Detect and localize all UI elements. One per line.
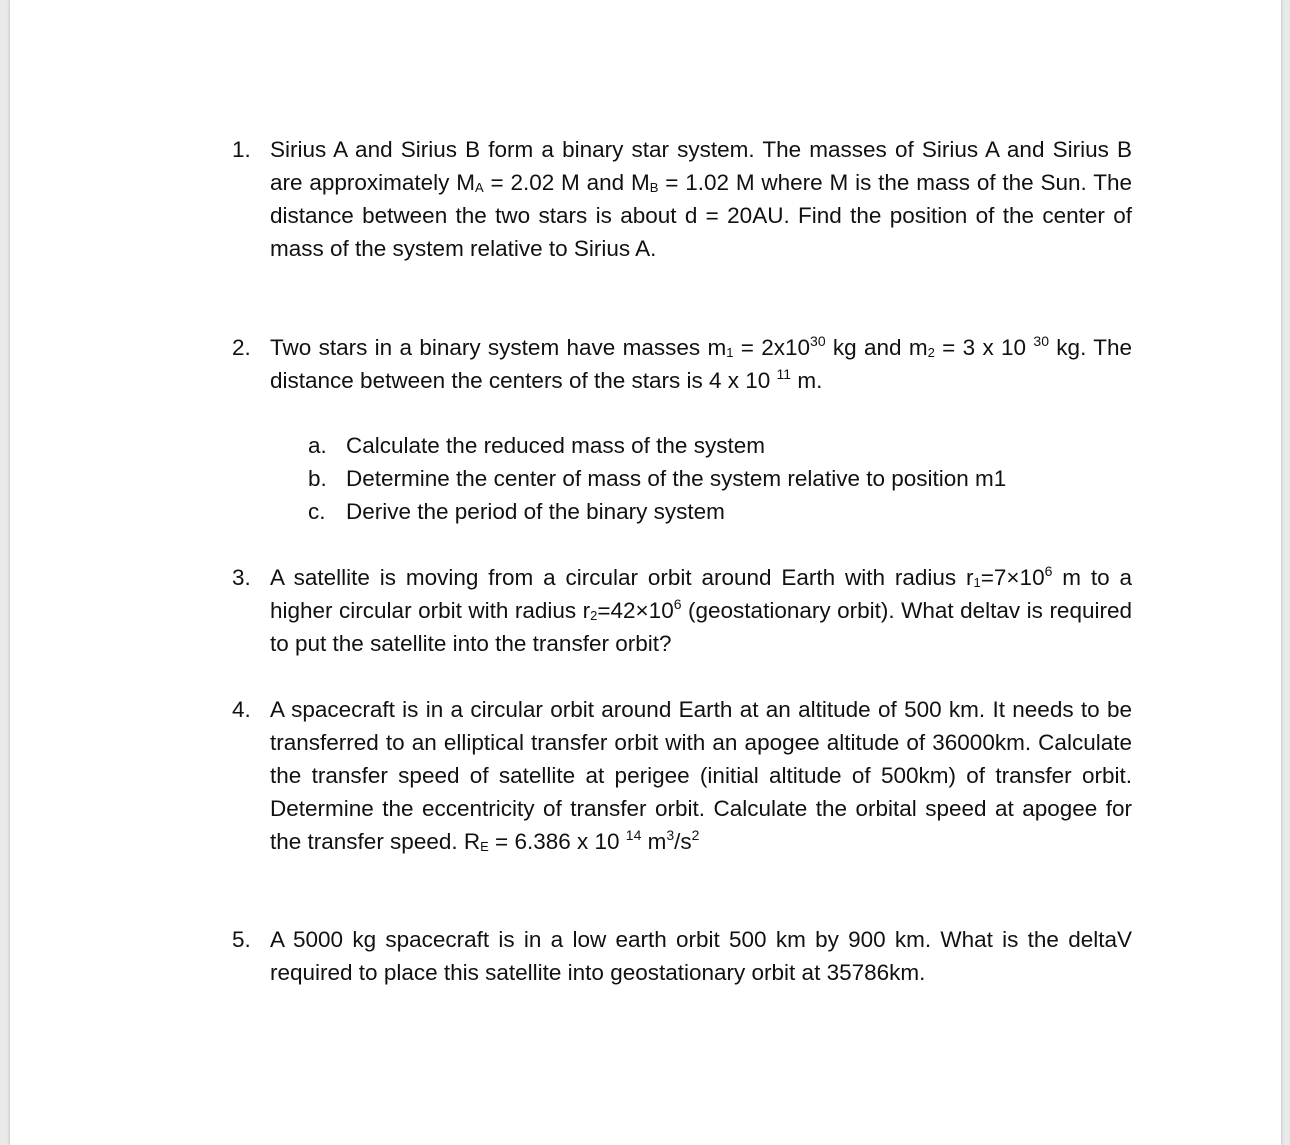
question-2 — [232, 331, 1132, 397]
question-3 — [232, 561, 1132, 660]
question-text: Two stars in a binary system have masses $m_1 = 2x10^{30}$ kg and $m_2 = 3$ x 10 $^{30}$ kg. The distance between the centers of the stars is 4 x 10 $^{11}$ m. — [270, 333, 1133, 393]
question-number: 1. — [232, 137, 251, 162]
question-2-subparts — [308, 429, 1088, 528]
document-body — [10, 0, 1281, 1145]
subpart-a — [308, 429, 1088, 462]
subpart-b — [308, 462, 1088, 495]
question-text: A 5000 kg spacecraft is in a low earth orbit 500 km by 900 km. What is the deltaV required to place this satellite into geostationary orbit at 35786km. — [270, 927, 1132, 985]
subpart-c — [308, 495, 1088, 528]
question-4 — [232, 693, 1132, 858]
document-page — [10, 0, 1281, 1145]
question-number: 2. — [232, 335, 251, 360]
subpart-text: Calculate the reduced mass of the system — [346, 433, 765, 458]
question-number: 3. — [232, 565, 251, 590]
subpart-letter: b. — [308, 466, 327, 491]
subpart-letter: a. — [308, 433, 327, 458]
question-5 — [232, 923, 1132, 989]
question-text: A spacecraft is in a circular orbit around Earth at an altitude of 500 km. It needs to be transferred to an elliptical transfer orbit with an apogee altitude of 36000km. Calculate the transfer speed of satellite at perigee (initial altitude of 500km) of transfer orbit. Determine the eccentricity of transfer orbit. Calculate the orbital speed at apogee for the transfer speed. $R_E = 6.386$ x 10 $^{14}$ $m^3/s^2$ — [270, 697, 1132, 854]
question-1 — [232, 133, 1132, 265]
question-text: A satellite is moving from a circular orbit around Earth with radius $r_1=7\times 10^6$ m to a higher circular orbit with radius $r_2=42\times 10^6$ (geostationary orbit). What deltav is required to put the satellite into the transfer orbit? — [270, 563, 1132, 656]
question-number: 4. — [232, 697, 251, 722]
question-number: 5. — [232, 927, 251, 952]
question-text: Sirius A and Sirius B form a binary star system. The masses of Sirius A and Sirius B are approximately $M_A = 2.02$ M and $M_B = 1.02$ M where M is the mass of the Sun. The distance between the two stars is about d = 20AU. Find the position of the center of mass of the system relative to Sirius A. — [270, 137, 1132, 261]
subpart-text: Determine the center of mass of the system relative to position m1 — [346, 466, 1007, 491]
subpart-letter: c. — [308, 499, 326, 524]
subpart-text: Derive the period of the binary system — [346, 499, 725, 524]
